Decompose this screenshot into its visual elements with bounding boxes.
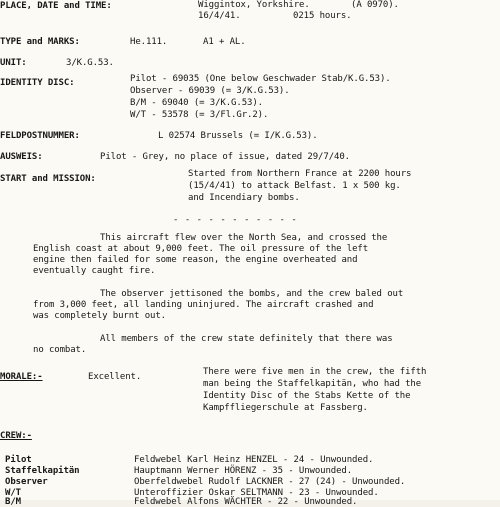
type-value: He.111. <box>130 37 168 47</box>
identity-label: IDENTITY DISC: <box>0 78 75 88</box>
crew-role: Pilot <box>5 455 32 465</box>
unit-value: 3/K.G.53. <box>66 58 114 68</box>
para3-line: no combat. <box>33 345 87 355</box>
crew-entry: Oberfeldwebel Rudolf LACKNER - 27 (24) - Unwounded. <box>134 477 406 487</box>
para1-line: This aircraft flew over the North Sea, and crossed the <box>100 233 388 243</box>
para1-line: eventually caught fire. <box>33 266 156 276</box>
morale-line: Identity Disc of the Stabs Kette of the <box>203 391 411 401</box>
morale-line: man being the Staffelkapitän, who had the <box>203 379 422 389</box>
para1-line: engine then failed for some reason, the engine overheated and <box>33 255 358 265</box>
crew-entry: Feldwebel Karl Heinz HENZEL - 24 - Unwounded. <box>134 455 374 465</box>
para2-line: was completely burnt out. <box>33 311 166 321</box>
start-line: (15/4/41) to attack Belfast. 1 x 500 kg. <box>188 181 401 191</box>
unit-label: UNIT: <box>0 58 27 68</box>
morale-value: Excellent. <box>88 372 142 382</box>
para1-line: English coast at about 9,000 feet. The oil pressure of the left <box>33 244 369 254</box>
crew-role: B/M <box>5 497 21 507</box>
crew-role: Observer <box>5 477 48 487</box>
crew-role: Staffelkapitän <box>5 466 80 476</box>
crew-entry: Hauptmann Werner HÖRENZ - 35 - Unwounded. <box>134 466 353 476</box>
crew-entry: Unteroffizier Oskar SELTMANN - 23 - Unwounded. <box>134 488 379 498</box>
morale-line: There were five men in the crew, the fifth <box>203 367 427 377</box>
place-label: PLACE, DATE and TIME: <box>0 1 112 11</box>
identity-line: Pilot - 69035 (One below Geschwader Stab/K.G.53). <box>130 74 391 84</box>
identity-line: Observer - 69039 (= 3/K.G.53). <box>130 86 290 96</box>
type-label: TYPE and MARKS: <box>0 37 80 47</box>
marks-value: A1 + AL. <box>203 37 246 47</box>
feldpost-label: FELDPOSTNUMMER: <box>0 131 80 141</box>
place-value-line1: Wiggintox, Yorkshire. <box>198 0 310 10</box>
start-line: and Incendiary bombs. <box>188 193 300 203</box>
start-label: START and MISSION: <box>0 174 96 184</box>
place-date: 16/4/41. <box>198 11 241 21</box>
separator: - - - - - - - - - - - <box>173 215 298 225</box>
identity-line: W/T - 53578 (= 3/Fl.Gr.2). <box>130 110 269 120</box>
morale-label: MORALE:- <box>0 372 43 382</box>
ausweis-label: AUSWEIS: <box>0 152 43 162</box>
crew-entry: Feldwebel Alfons WÄCHTER - 22 - Unwounded. <box>134 497 358 507</box>
para3-line: All members of the crew state definitely that there was <box>100 334 393 344</box>
place-ref: (A 0970). <box>351 0 399 10</box>
morale-line: Kampffliegerschule at Fassberg. <box>203 403 368 413</box>
ausweis-value: Pilot - Grey, no place of issue, dated 29/7/40. <box>100 152 350 162</box>
crew-role: W/T <box>5 488 21 498</box>
place-time: 0215 hours. <box>293 11 352 21</box>
identity-line: B/M - 69040 (= 3/K.G.53). <box>130 98 263 108</box>
feldpost-value: L 02574 Brussels (= I/K.G.53). <box>158 131 318 141</box>
start-line: Started from Northern France at 2200 hours <box>188 169 412 179</box>
para2-line: The observer jettisoned the bombs, and the crew baled out <box>100 289 404 299</box>
crew-label: CREW:- <box>0 431 32 441</box>
para2-line: from 3,000 feet, all landing uninjured. The aircraft crashed and <box>33 300 374 310</box>
